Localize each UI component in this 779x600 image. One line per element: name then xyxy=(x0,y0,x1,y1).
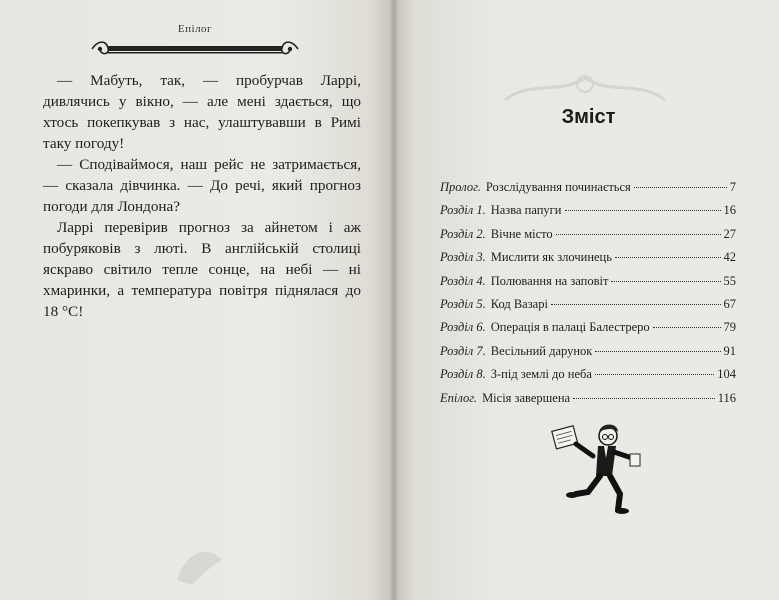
toc-entry-label: Епілог. xyxy=(440,390,478,405)
toc-entry-title: З-під землі до неба xyxy=(490,367,592,382)
leader-dots xyxy=(634,187,727,188)
toc-entry-title: Назва папуги xyxy=(490,203,562,218)
paragraph: Ларрі перевірив прогноз за айнетом і аж побуряковів з люті. В англійській столиці яскраво світило тепле сонце, на небі — ні хмаринки, а температура повітря піднялася до 18 °С! xyxy=(43,219,361,320)
toc-heading: Зміст xyxy=(561,106,616,128)
leader-dots xyxy=(551,304,721,305)
toc-entry-label: Розділ 3. xyxy=(440,250,486,265)
show-through-mark-icon xyxy=(172,540,232,590)
toc-entry-page: 116 xyxy=(717,390,736,405)
toc-entry-label: Розділ 7. xyxy=(440,343,486,358)
leader-dots xyxy=(615,257,721,258)
toc-entry-page: 79 xyxy=(723,320,736,335)
toc-entry-title: Мислити як злочинець xyxy=(490,250,612,265)
leader-dots xyxy=(556,234,721,235)
toc-entry[interactable] xyxy=(440,391,736,414)
leader-dots xyxy=(565,210,721,211)
paragraph: — Мабуть, так, — пробурчав Ларрі, дивлячись у вікно, — але мені здається, що хтось покепкував з нас, улаштувавши в Римі таку погоду! xyxy=(43,72,361,152)
toc-entry-page: 16 xyxy=(723,203,736,218)
toc-entry[interactable] xyxy=(440,344,736,367)
toc-entry-title: Весільний дарунок xyxy=(490,343,593,358)
show-through-ornament-icon xyxy=(500,70,670,110)
leader-dots xyxy=(653,327,721,328)
toc-entry[interactable] xyxy=(440,297,736,320)
toc-entry-label: Розділ 4. xyxy=(440,273,486,288)
leader-dots xyxy=(595,374,714,375)
leader-dots xyxy=(611,281,720,282)
toc-entry-label: Розділ 5. xyxy=(440,296,486,311)
toc-entry-title: Полювання на заповіт xyxy=(490,273,609,288)
toc-entry-label: Пролог. xyxy=(440,180,481,194)
toc-entry-title: Місія завершена xyxy=(482,390,571,405)
toc-entry-page: 91 xyxy=(723,343,736,358)
toc-entry[interactable] xyxy=(440,180,736,203)
toc-entry-page: 55 xyxy=(723,273,736,288)
ornament-divider-icon xyxy=(88,38,302,58)
toc-entry-page: 67 xyxy=(723,296,736,311)
toc-entry[interactable] xyxy=(440,203,736,226)
toc-entry-label: Розділ 2. xyxy=(440,226,486,241)
table-of-contents xyxy=(440,180,736,414)
leader-dots xyxy=(573,398,715,399)
running-head: Епілог xyxy=(177,23,213,35)
toc-entry[interactable] xyxy=(440,320,736,343)
toc-entry-title: Операція в палаці Балестреро xyxy=(490,320,650,335)
toc-entry-label: Розділ 6. xyxy=(440,320,486,335)
toc-entry[interactable] xyxy=(440,227,736,250)
toc-entry-title: Вічне місто xyxy=(490,226,553,241)
toc-entry[interactable] xyxy=(440,274,736,297)
running-man-illustration-icon xyxy=(548,418,648,518)
toc-entry-page: 7 xyxy=(729,180,736,194)
toc-entry-title: Код Вазарі xyxy=(490,296,548,311)
toc-entry[interactable] xyxy=(440,250,736,273)
toc-entry-page: 42 xyxy=(723,250,736,265)
toc-entry-title: Розслідування починається xyxy=(485,180,631,194)
toc-entry-label: Розділ 1. xyxy=(440,203,486,218)
paragraph: — Сподіваймося, наш рейс не затримається, — сказала дівчинка. — До речі, який прогноз погоди для Лондона? xyxy=(43,156,361,215)
toc-entry[interactable] xyxy=(440,367,736,390)
toc-entry-page: 104 xyxy=(717,367,736,382)
toc-entry-label: Розділ 8. xyxy=(440,367,486,382)
leader-dots xyxy=(595,351,720,352)
body-text xyxy=(43,70,361,322)
toc-entry-page: 27 xyxy=(723,226,736,241)
